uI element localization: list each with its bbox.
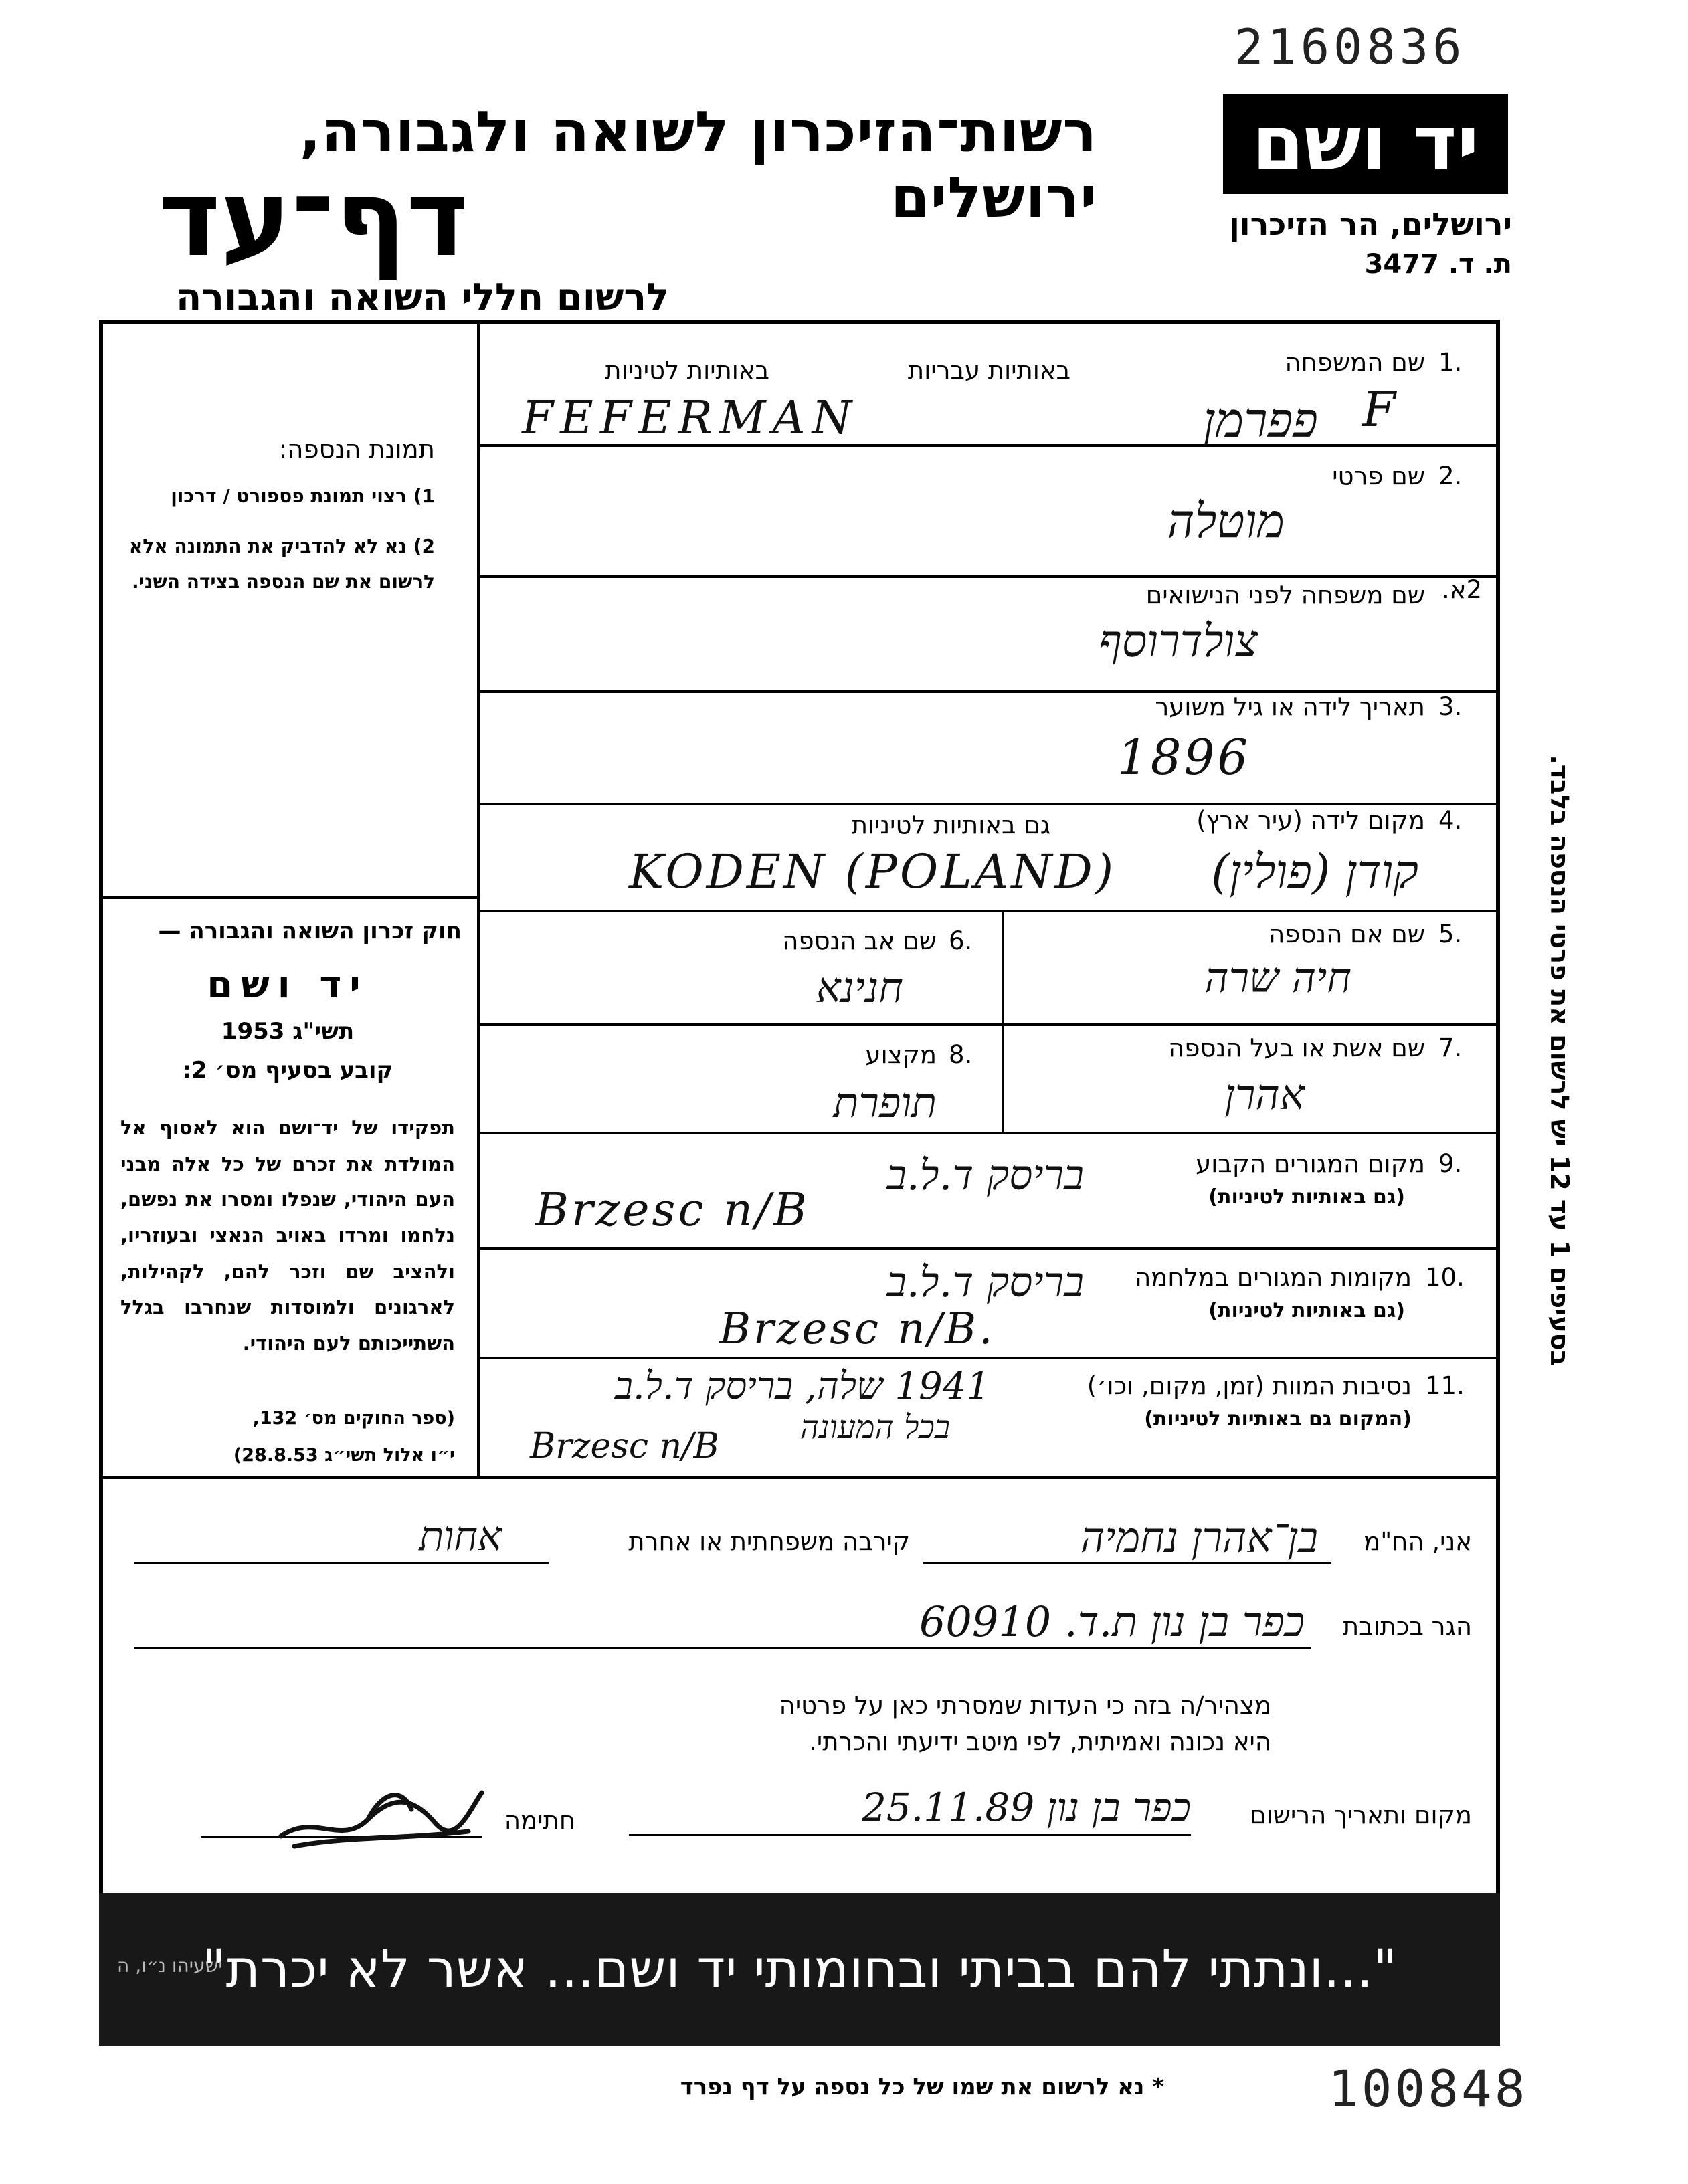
declarant-label: אני, הח"מ (1364, 1527, 1472, 1556)
death-circumstances-line-2: בכל המעונה (800, 1409, 950, 1446)
field-1-label: שם המשפחה (1285, 348, 1425, 377)
field-7-label: שם אשת או בעל הנספה (1168, 1033, 1425, 1062)
field-6-number: 6. (949, 926, 973, 955)
photo-note-2: 2) נא לא להדביק את התמונה אלא לרשום את שם הנספה בצידה השני. (128, 535, 435, 593)
logo-address-city: ירושלים, הר הזיכרון (1228, 206, 1512, 242)
field-1-number: 1. (1438, 348, 1463, 377)
field-10-number: 10. (1425, 1263, 1465, 1292)
signature-mark (268, 1773, 488, 1860)
field-8-label: מקצוע (865, 1040, 937, 1069)
field-4-latin-header: גם באותיות לטיניות (851, 811, 1050, 839)
surname-hebrew-value: פפרמן (1203, 392, 1318, 448)
field-6-label: שם אב הנספה (782, 926, 937, 955)
first-name-value: מוטלה (1167, 494, 1285, 549)
row-separator (477, 1357, 1500, 1359)
death-place-latin-value: Brzesc n/B (530, 1426, 719, 1466)
signature-label: חתימה (504, 1806, 575, 1835)
side-note-container (1533, 709, 1586, 1411)
field-10-sublabel: (גם באותיות לטיניות) (1208, 1299, 1405, 1322)
field-10-label: מקומות המגורים במלחמה (1135, 1263, 1412, 1292)
serial-number-bottom: 100848 (1328, 2059, 1528, 2118)
footnote: * נא לרשום את שמו של כל נספה על דף נפרד (680, 2074, 1164, 2100)
row-separator (477, 1023, 1500, 1026)
address-underline (134, 1647, 1311, 1649)
field-9-sublabel: (גם באותיות לטיניות) (1208, 1185, 1405, 1209)
field-2a-number: 2א. (1441, 575, 1482, 604)
field-4-number: 4. (1438, 806, 1463, 835)
photo-note-1: 1) רצוי תמונת פספורט / דרכון (171, 485, 435, 507)
field-3-label: תאריך לידה או גיל משוער (1155, 692, 1425, 721)
serial-number-top: 2160836 (1234, 19, 1466, 75)
law-year: תשי"ג 1953 (221, 1018, 355, 1045)
field-2-label: שם פרטי (1332, 462, 1425, 490)
law-source-1: (ספר החוקים מס׳ 132, (252, 1408, 455, 1429)
field-1-hebrew-header: באותיות עבריות (907, 356, 1070, 385)
column-divider (1002, 910, 1004, 1134)
law-source-2: י״ו אלול תשי״ג 28.8.53) (233, 1445, 455, 1466)
surname-latin-value: FEFERMAN (522, 392, 859, 445)
logo-po-box: ת. ד. 3477 (1364, 249, 1512, 280)
field-9-label: מקום המגורים הקבוע (1196, 1149, 1425, 1178)
birth-place-latin-value: KODEN (POLAND) (629, 844, 1117, 899)
father-name-value: חנינא (816, 963, 903, 1012)
row-separator (477, 910, 1500, 912)
statement-line-1: מצהיר/ה בזה כי העדות שמסרתי כאן על פרטיה (779, 1691, 1271, 1720)
field-5-number: 5. (1438, 920, 1463, 949)
address-value: כפר בן נון ת.ד. 60910 (919, 1597, 1305, 1646)
yad-vashem-logo: יד ושם (1223, 94, 1508, 194)
field-2a-label: שם משפחה לפני הנישואים (1145, 581, 1425, 609)
gender-value: F (1362, 381, 1396, 437)
field-8-number: 8. (949, 1040, 973, 1069)
relation-label: קירבה משפחתית או אחרת (628, 1527, 910, 1556)
page-subtitle: לרשום חללי השואה והגבורה (175, 276, 669, 319)
occupation-value: תופרת (833, 1078, 937, 1127)
panel-separator (99, 896, 479, 899)
birth-date-value: 1896 (1117, 729, 1251, 785)
address-label: הגר בכתובת (1342, 1612, 1472, 1641)
mother-name-value: חיה שרה (1204, 953, 1351, 1002)
law-title: חוק זכרון השואה והגבורה — (158, 918, 462, 945)
place-date-label: מקום ותאריך הרישום (1250, 1801, 1472, 1829)
law-section: קובע בסעיף מס׳ 2: (182, 1057, 393, 1084)
law-yad-vashem: יד ושם (207, 963, 369, 1007)
field-11-sublabel: (המקום גם באותיות לטיניות) (1144, 1407, 1412, 1431)
field-9-number: 9. (1438, 1149, 1463, 1178)
section-separator (99, 1476, 1500, 1479)
quote-banner (99, 1893, 1500, 2046)
field-1-latin-header: באותיות לטיניות (605, 356, 769, 385)
row-separator (477, 803, 1500, 805)
field-2-number: 2. (1438, 462, 1463, 490)
authority-name: רשות־הזיכרון לשואה ולגבורה, ירושלים (299, 99, 1097, 230)
wartime-residence-latin-value: Brzesc n/B. (719, 1304, 996, 1354)
field-11-label: נסיבות המוות (זמן, מקום, וכו׳) (1087, 1371, 1412, 1400)
place-date-value: כפר בן נון 25.11.89 (861, 1785, 1191, 1830)
relation-value: אחות (419, 1513, 502, 1560)
field-4-label: מקום לידה (עיר ארץ) (1196, 806, 1425, 835)
banner-source: ישעיהו נ״ו, ה (117, 1955, 223, 1977)
declarant-name-value: בן־אהרן נחמיה (1080, 1513, 1318, 1562)
field-3-number: 3. (1438, 692, 1463, 721)
maiden-name-value: צולדרוסף (1099, 615, 1258, 667)
spouse-name-value: אהרן (1224, 1070, 1305, 1119)
residence-hebrew-value: בריסק ד.ל.ב (886, 1151, 1084, 1199)
field-7-number: 7. (1438, 1033, 1463, 1062)
birth-place-hebrew-value: קודן (פולין) (1211, 844, 1418, 899)
law-text: תפקידו של יד־ושם הוא לאסוף אל המולדת את זכרם של כל אלה מבני העם היהודי, שנפלו ומסרו את נפשם, נלחמו ומרדו באויב הנאצי ובעוזריו, ולהציב שם וזכר להם, לקהילות, לארגונים ולמוסדות שנחרבו בגלל השתייכותם לעם היהודי. (120, 1116, 455, 1355)
row-separator (477, 1132, 1500, 1134)
death-circumstances-line-1: 1941 שלה, בריסק ד.ל.ב (614, 1365, 990, 1408)
side-note: בסעיפים 1 עד 12 יש לרשום את פרטי הנספה בלבד. (1545, 755, 1574, 1366)
row-separator (477, 575, 1500, 578)
relation-underline (134, 1562, 549, 1564)
residence-latin-value: Brzesc n/B (535, 1184, 810, 1237)
photo-heading: תמונת הנספה: (278, 435, 435, 464)
field-11-number: 11. (1425, 1371, 1465, 1400)
place-date-underline (629, 1834, 1191, 1836)
field-5-label: שם אם הנספה (1269, 920, 1425, 949)
page-title: דף־עד (158, 157, 468, 280)
wartime-residence-hebrew-value: בריסק ד.ל.ב (886, 1258, 1084, 1306)
statement-line-2: היא נכונה ואמיתית, לפי מיטב ידיעתי והכרתי. (809, 1727, 1271, 1756)
row-separator (477, 1247, 1500, 1250)
banner-quote: "...ונתתי להם בביתי ובחומותי יד ושם... אשר לא יכרת" (201, 1939, 1398, 1999)
